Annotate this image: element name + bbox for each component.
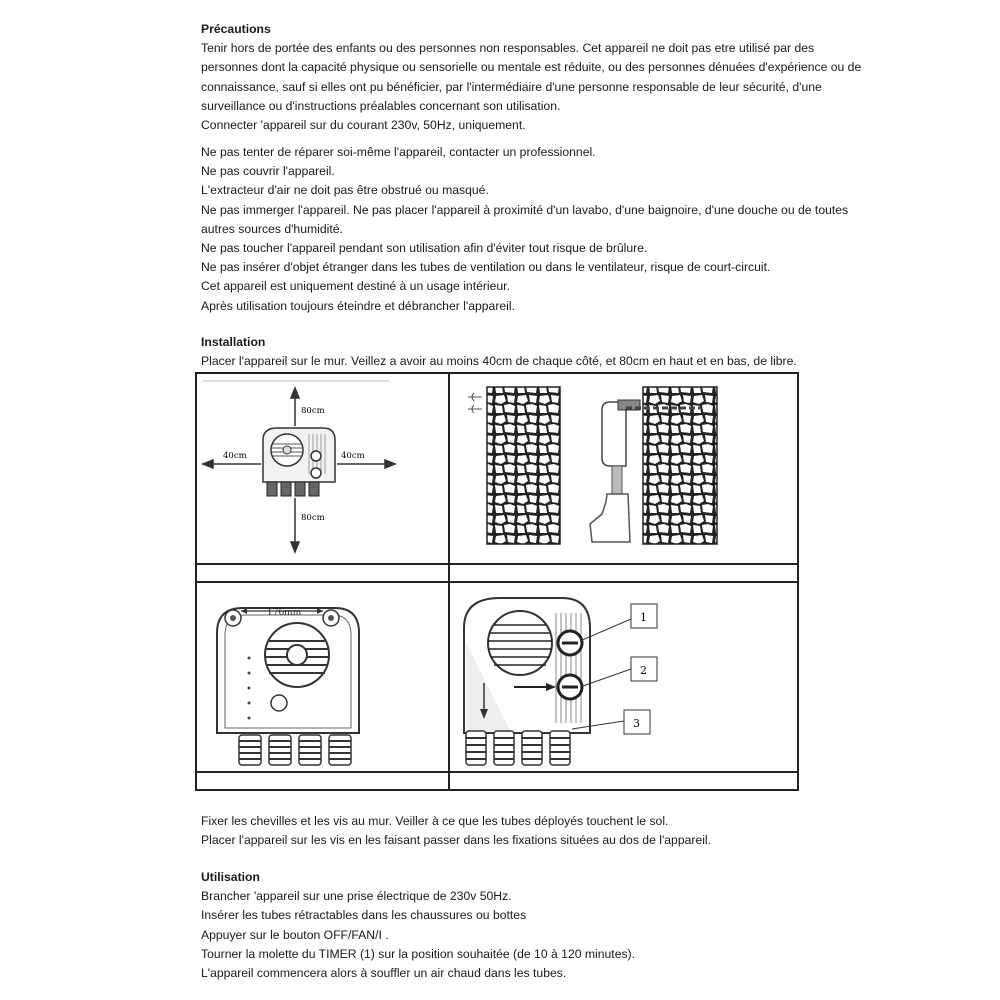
safety-line: L'extracteur d'air ne doit pas être obstrué ou masqué. xyxy=(201,183,489,198)
installation-figures xyxy=(195,372,799,791)
utilisation-line: Brancher 'appareil sur une prise électrique de 230v 50Hz. xyxy=(201,889,512,904)
utilisation-line: Insérer les tubes rétractables dans les chaussures ou bottes xyxy=(201,908,527,923)
utilisation-section xyxy=(201,868,635,983)
utilisation-line: L'appareil commencera alors à souffler un air chaud dans les tubes. xyxy=(201,966,567,981)
utilisation-line: Appuyer sur le bouton OFF/FAN/I . xyxy=(201,927,389,942)
clearance-heater-illustration xyxy=(197,374,448,563)
safety-line: Ne pas toucher l'appareil pendant son utilisation afin d'éviter tout risque de brûlure. xyxy=(201,241,648,256)
precautions-line: Tenir hors de portée des enfants ou des personnes non responsables. Cet appareil ne doit pas etre utilisé par des xyxy=(201,41,815,56)
clearance-diagram xyxy=(197,374,448,563)
safety-line: autres sources d'humidité. xyxy=(201,221,343,236)
precautions-heading: Précautions xyxy=(201,22,271,36)
fixing-line: Placer l'appareil sur les vis en les faisant passer dans les fixations situées au dos de l'appareil. xyxy=(201,833,712,848)
safety-section xyxy=(201,143,848,316)
grid-divider xyxy=(197,771,797,773)
utilisation-heading: Utilisation xyxy=(201,870,260,884)
mounting-diagram xyxy=(197,583,448,771)
callout-label-1: 1 xyxy=(640,611,647,624)
clearance-top-label: 80cm xyxy=(301,406,325,416)
clearance-left-label: 40cm xyxy=(223,451,247,461)
callout-label-3: 3 xyxy=(633,717,640,730)
clearance-bottom-label: 80cm xyxy=(301,513,325,523)
grid-divider xyxy=(197,563,797,565)
heater-back-illustration xyxy=(197,583,448,771)
wall-stone-illustration xyxy=(450,374,799,563)
precautions-section xyxy=(201,20,861,135)
safety-line: Ne pas insérer d'objet étranger dans les tubes de ventilation ou dans le ventilateur, risque de court-circuit. xyxy=(201,260,771,275)
controls-diagram xyxy=(450,583,799,771)
precautions-line: personnes dont la capacité physique ou sensorielle ou mentale est réduite, ou des personnes dénuées d'expérience ou de xyxy=(201,60,862,75)
callout-label-2: 2 xyxy=(640,664,647,677)
installation-line: Placer l'appareil sur le mur. Veillez a avoir au moins 40cm de chaque côté, et 80cm en haut et en bas, de libre. xyxy=(201,354,797,369)
fixing-section xyxy=(201,812,711,850)
precautions-line: Connecter 'appareil sur du courant 230v, 50Hz, uniquement. xyxy=(201,118,526,133)
safety-line: Cet appareil est uniquement destiné à un usage intérieur. xyxy=(201,279,510,294)
fixing-line: Fixer les chevilles et les vis au mur. Veiller à ce que les tubes déployés touchent le sol. xyxy=(201,814,669,828)
heater-front-illustration xyxy=(450,583,799,771)
safety-line: Ne pas immerger l'appareil. Ne pas placer l'appareil à proximité d'un lavabo, d'une baignoire, d'une douche ou de toutes xyxy=(201,202,849,217)
safety-line: Ne pas tenter de réparer soi-même l'appareil, contacter un professionnel. xyxy=(201,145,596,159)
mounting-spacing-label: 176mm xyxy=(267,608,302,618)
utilisation-line: Tourner la molette du TIMER (1) sur la position souhaitée (de 10 à 120 minutes). xyxy=(201,946,636,961)
installation-section xyxy=(201,333,797,371)
safety-line: Après utilisation toujours éteindre et débrancher l'appareil. xyxy=(201,298,515,313)
safety-line: Ne pas couvrir l'appareil. xyxy=(201,164,335,179)
clearance-right-label: 40cm xyxy=(341,451,365,461)
precautions-line: surveillance ou d'instructions préalables concernant son utilisation. xyxy=(201,98,561,113)
wall-installation-diagram xyxy=(450,374,799,563)
installation-heading: Installation xyxy=(201,335,266,349)
precautions-line: connaissance, sauf si elles ont pu bénéficier, par l'intermédiaire d'une personne responsable de leur sécurité, d'une xyxy=(201,79,822,94)
